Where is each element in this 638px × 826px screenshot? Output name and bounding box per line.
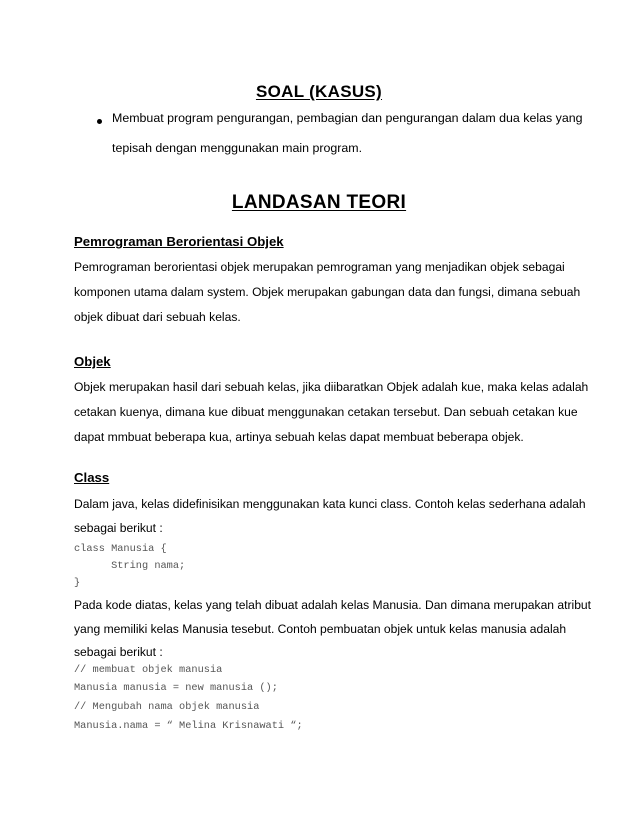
code-line: Manusia.nama = “ Melina Krisnawati “;	[74, 720, 303, 732]
section-heading-class: Class	[74, 470, 110, 485]
code-line: }	[74, 577, 81, 589]
paragraph-line: yang memiliki kelas Manusia tesebut. Contoh pembuatan objek untuk kelas manusia adalah	[74, 622, 567, 636]
section-heading-oop: Pemrograman Berorientasi Objek	[74, 234, 284, 249]
paragraph-line: Pemrograman berorientasi objek merupakan pemrograman yang menjadikan objek sebagai	[74, 260, 565, 274]
paragraph-line: objek dibuat dari sebuah kelas.	[74, 310, 241, 324]
paragraph-line: komponen utama dalam system. Objek merupakan gabungan data dan fungsi, dimana sebuah	[74, 285, 581, 299]
code-line: class Manusia {	[74, 543, 167, 555]
paragraph-line: sebagai berikut :	[74, 645, 163, 659]
soal-bullet-line: tepisah dengan menggunakan main program.	[112, 141, 363, 155]
soal-title: SOAL (KASUS)	[255, 82, 383, 101]
code-line: // Mengubah nama objek manusia	[74, 701, 260, 713]
paragraph-line: sebagai berikut :	[74, 521, 163, 535]
section-heading-objek: Objek	[74, 354, 111, 369]
code-line: Manusia manusia = new manusia ();	[74, 682, 278, 694]
paragraph-line: Dalam java, kelas didefinisikan menggunakan kata kunci class. Contoh kelas sederhana adalah	[74, 497, 586, 511]
teori-title: LANDASAN TEORI	[231, 192, 407, 213]
paragraph-line: Pada kode diatas, kelas yang telah dibuat adalah kelas Manusia. Dan dimana merupakan atribut	[74, 598, 592, 612]
paragraph-line: dapat mmbuat beberapa kua, artinya sebuah kelas dapat membuat beberapa objek.	[74, 430, 524, 444]
code-line: String nama;	[74, 560, 186, 572]
bullet-icon	[97, 119, 102, 124]
code-line: // membuat objek manusia	[74, 664, 223, 676]
paragraph-line: cetakan kuenya, dimana kue dibuat menggunakan cetakan tersebut. Dan sebuah cetakan kue	[74, 405, 578, 419]
paragraph-line: Objek merupakan hasil dari sebuah kelas, jika diibaratkan Objek adalah kue, maka kelas adalah	[74, 380, 589, 394]
soal-bullet-line: Membuat program pengurangan, pembagian dan pengurangan dalam dua kelas yang	[112, 111, 583, 125]
